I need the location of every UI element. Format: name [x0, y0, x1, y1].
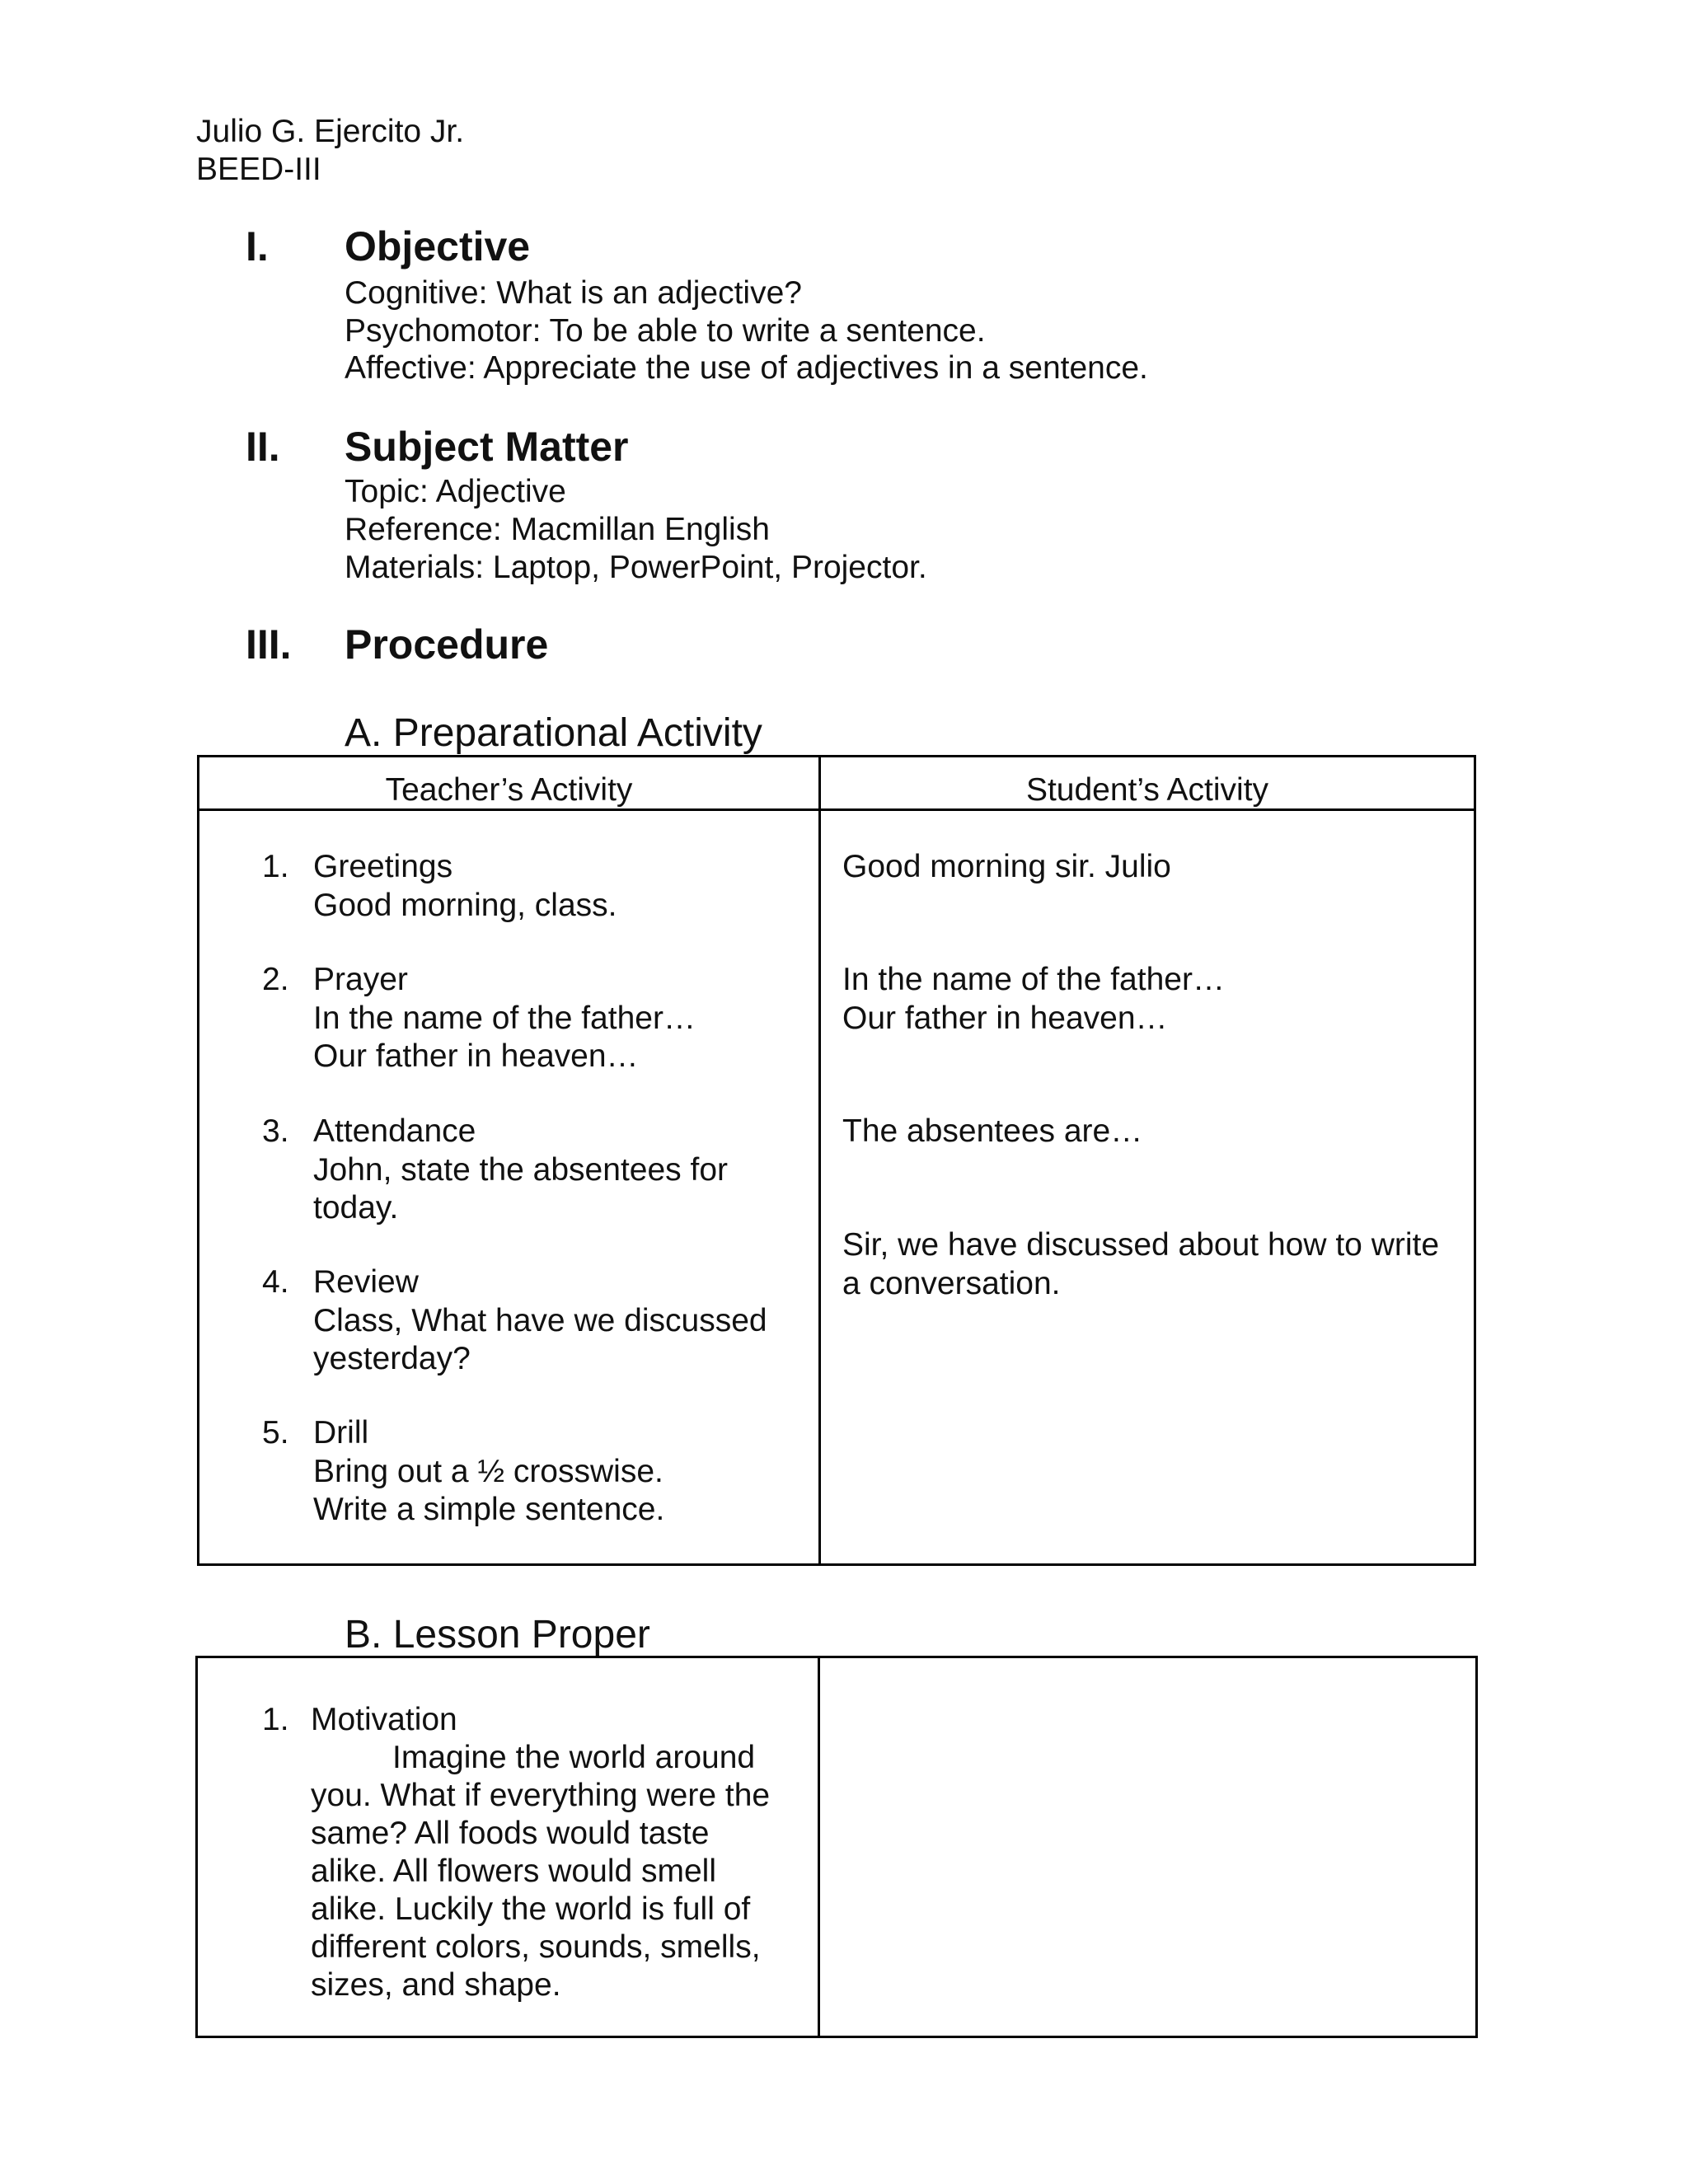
item-number: 4.: [262, 1264, 289, 1300]
section-1-numeral: I.: [246, 223, 269, 269]
item-number: 1.: [262, 1702, 289, 1737]
item-line: alike. All flowers would smell: [311, 1854, 717, 1889]
item-number: 1.: [262, 849, 289, 884]
section-2-title: Subject Matter: [345, 424, 629, 470]
teacher-item-prayer: [262, 960, 798, 1084]
item-line: today.: [313, 1190, 399, 1226]
response-line: Sir, we have discussed about how to write: [842, 1227, 1440, 1263]
item-title: Drill: [313, 1415, 369, 1451]
subject-matter-line: Materials: Laptop, PowerPoint, Projector.: [345, 550, 927, 585]
subject-matter-line: Topic: Adjective: [345, 474, 566, 509]
item-line: John, state the absentees for: [313, 1152, 729, 1188]
item-line: Write a simple sentence.: [313, 1492, 665, 1527]
course-label: BEED-III: [196, 152, 321, 187]
table-column-divider: [818, 755, 821, 1566]
item-number: 3.: [262, 1113, 289, 1149]
teacher-item-motivation: [262, 1700, 798, 2013]
teacher-activity-header: Teacher’s Activity: [385, 772, 633, 808]
table-header-divider: [197, 808, 1476, 811]
objective-line: Affective: Appreciate the use of adjectives in a sentence.: [345, 350, 1148, 386]
response-line: Good morning sir. Julio: [842, 849, 1171, 884]
item-line: you. What if everything were the: [311, 1778, 771, 1813]
item-line: Imagine the world around: [392, 1740, 756, 1775]
item-line: sizes, and shape.: [311, 1967, 561, 2003]
item-line: different colors, sounds, smells,: [311, 1929, 761, 1965]
table-column-divider: [818, 1656, 820, 2038]
teacher-item-drill: [262, 1413, 798, 1537]
teacher-item-review: [262, 1263, 798, 1386]
author-name: Julio G. Ejercito Jr.: [196, 114, 465, 149]
section-1-title: Objective: [345, 223, 531, 269]
item-line: alike. Luckily the world is full of: [311, 1891, 751, 1927]
objective-line: Psychomotor: To be able to write a sentence.: [345, 313, 986, 349]
item-line: Class, What have we discussed: [313, 1303, 767, 1338]
response-line: a conversation.: [842, 1266, 1061, 1301]
response-line: In the name of the father…: [842, 962, 1225, 997]
item-line: yesterday?: [313, 1341, 471, 1376]
response-line: The absentees are…: [842, 1113, 1143, 1149]
item-title: Attendance: [313, 1113, 476, 1149]
item-number: 5.: [262, 1415, 289, 1451]
section-2-numeral: II.: [246, 424, 280, 470]
item-line: In the name of the father…: [313, 1001, 696, 1036]
teacher-item-attendance: [262, 1112, 798, 1235]
activity-a-title: A. Preparational Activity: [345, 711, 762, 755]
item-number: 2.: [262, 962, 289, 997]
objective-line: Cognitive: What is an adjective?: [345, 275, 802, 311]
subject-matter-line: Reference: Macmillan English: [345, 512, 770, 547]
teacher-item-greetings: [262, 847, 798, 946]
item-line: Good morning, class.: [313, 888, 617, 923]
section-3-title: Procedure: [345, 621, 549, 668]
item-title: Prayer: [313, 962, 408, 997]
item-title: Greetings: [313, 849, 453, 884]
section-3-numeral: III.: [246, 621, 292, 668]
item-line: Our father in heaven…: [313, 1038, 639, 1074]
item-line: Bring out a ½ crosswise.: [313, 1454, 663, 1489]
item-title: Review: [313, 1264, 419, 1300]
activity-b-title: B. Lesson Proper: [345, 1613, 650, 1657]
item-line: same? All foods would taste: [311, 1816, 710, 1851]
item-title: Motivation: [311, 1702, 457, 1737]
student-activity-header: Student’s Activity: [1025, 772, 1269, 808]
response-line: Our father in heaven…: [842, 1001, 1168, 1036]
